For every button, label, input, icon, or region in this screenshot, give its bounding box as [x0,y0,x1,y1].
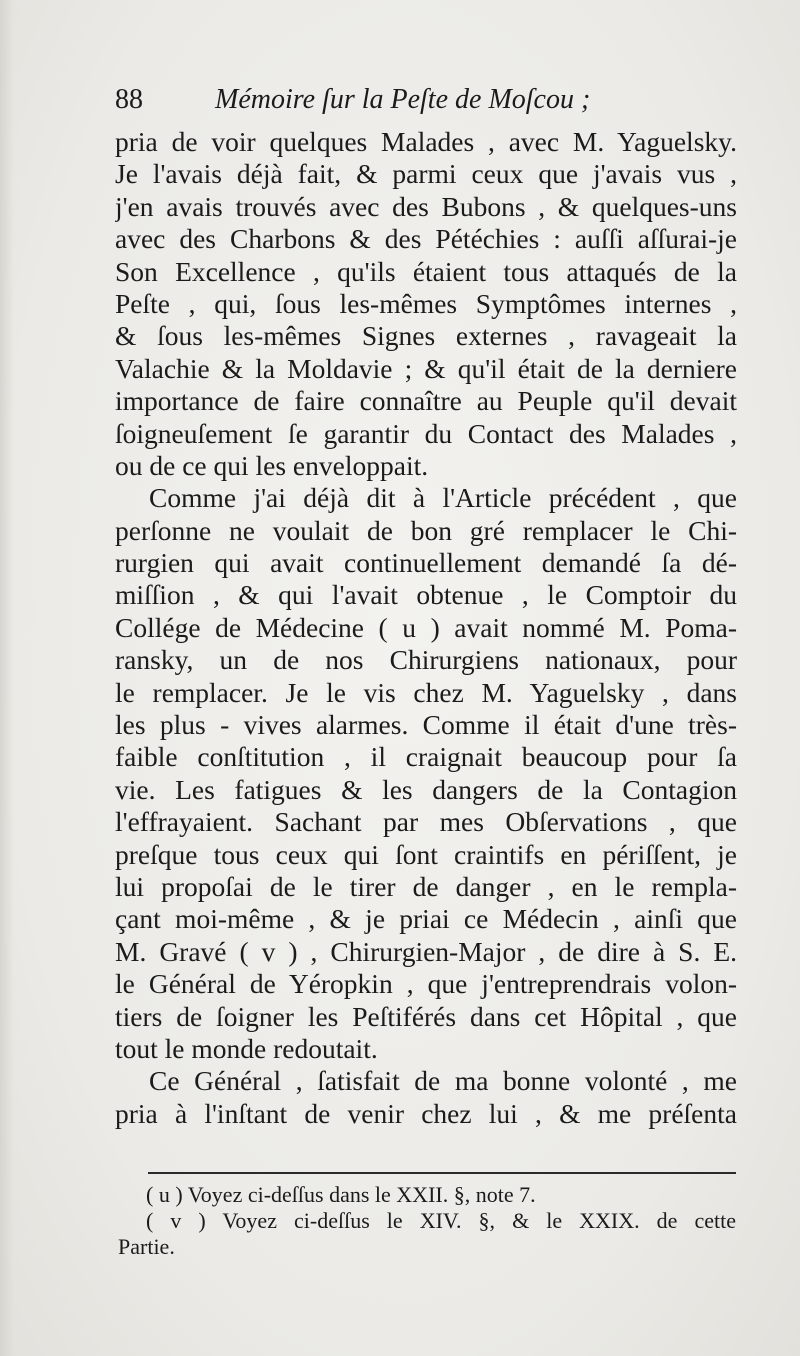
text-line: M. Gravé ( v ) , Chirurgien-Major , de dire à S. E. [115,935,737,967]
text-line: faible conſtitution , il craignait beaucoup pour ſa [115,741,737,773]
text-line: j'en avais trouvés avec des Bubons , & quelques-uns [115,190,737,222]
text-line: avec des Charbons & des Pétéchies : auſſi aſſurai-je [115,223,737,255]
text-line: le remplacer. Je le vis chez M. Yaguelsky , dans [115,676,737,708]
page-number: 88 [115,84,143,115]
text-line: pria à l'inſtant de venir chez lui , & me préſenta [115,1097,737,1129]
footnotes [118,1182,736,1260]
text-line: les plus - vives alarmes. Comme il était d'une très- [115,709,737,741]
text-line: Valachie & la Moldavie ; & qu'il était de la derniere [115,352,737,384]
footnote-u: ( u ) Voyez ci-deſſus dans le XXII. §, note 7. [146,1182,536,1207]
text-line: miſſion , & qui l'avait obtenue , le Comptoir du [115,579,737,611]
text-line: ransky, un de nos Chirurgiens nationaux, pour [115,644,737,676]
text-line: preſque tous ceux qui ſont craintifs en périſſent, je [115,838,737,870]
text-line: lui propoſai de le tirer de danger , en le rempla- [115,870,737,902]
text-line: Son Excellence , qu'ils étaient tous attaqués de la [115,255,737,287]
text-line: perſonne ne voulait de bon gré remplacer le Chi- [115,514,737,546]
text-line: Je l'avais déjà fait, & parmi ceux que j'avais vus , [115,158,737,190]
text-line: çant moi-même , & je priai ce Médecin , ainſi que [115,903,737,935]
text-line: tiers de ſoigner les Peſtiférés dans cet Hôpital , que [115,1000,737,1032]
body-text [115,126,737,1130]
page-edge-shadow [0,0,14,1356]
text-line: l'effrayaient. Sachant par mes Obſervations , que [115,806,737,838]
paragraph-start-line: Comme j'ai déjà dit à l'Article précédent , que [149,482,737,514]
paragraph-start-line: Ce Général , ſatisfait de ma bonne volonté , me [149,1065,737,1097]
text-line: rurgien qui avait continuellement demandé ſa dé- [115,547,737,579]
footnote-rule [148,1172,736,1174]
running-title: Mémoire ſur la Peſte de Moſcou ; [215,84,591,115]
text-line: ou de ce qui les enveloppait. [115,449,429,481]
text-line: pria de voir quelques Malades , avec M. Yaguelsky. [115,126,737,157]
text-line: & ſous les-mêmes Signes externes , ravageait la [115,320,737,352]
footnote-v-continuation: Partie. [118,1234,175,1259]
text-line: ſoigneuſement ſe garantir du Contact des Malades , [115,417,737,449]
footnote-v: ( v ) Voyez ci-deſſus le XIV. §, & le XXIX. de cette [146,1208,736,1233]
text-line: le Général de Yéropkin , que j'entreprendrais volon- [115,968,737,1000]
text-line: Collége de Médecine ( u ) avait nommé M. Poma- [115,611,737,643]
page-header [115,84,675,124]
text-line: Peſte , qui, ſous les-mêmes Symptômes internes , [115,287,737,319]
text-line: tout le monde redoutait. [115,1032,378,1064]
text-line: vie. Les fatigues & les dangers de la Contagion [115,773,737,805]
text-line: importance de faire connaître au Peuple qu'il devait [115,385,737,417]
